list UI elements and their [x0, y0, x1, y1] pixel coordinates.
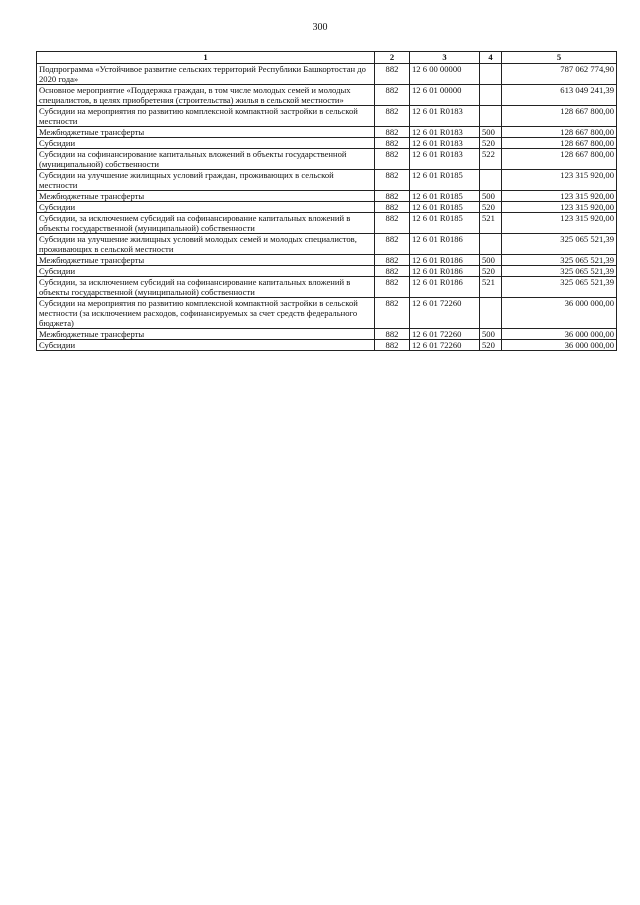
budget-table: [36, 51, 617, 351]
table-row: [37, 255, 617, 266]
row-name-cell: Субсидии: [37, 202, 375, 213]
row-name-cell: Подпрограмма «Устойчивое развитие сельских территорий Республики Башкортостан до 2020 года»: [37, 64, 375, 85]
row-name-cell: Субсидии на софинансирование капитальных вложений в объекты государственной (муниципальной) собственности: [37, 149, 375, 170]
row-amount-cell: 36 000 000,00: [502, 329, 617, 340]
row-dept-cell: 882: [375, 138, 410, 149]
row-type-cell: [480, 170, 502, 191]
table-row: [37, 298, 617, 329]
row-name-cell: Субсидии на улучшение жилищных условий граждан, проживающих в сельской местности: [37, 170, 375, 191]
row-dept-cell: 882: [375, 170, 410, 191]
column-header-4: 4: [480, 52, 502, 64]
row-amount-cell: 325 065 521,39: [502, 255, 617, 266]
table-body: [37, 64, 617, 351]
row-code-cell: 12 6 01 R0183: [410, 127, 480, 138]
row-code-cell: 12 6 01 R0186: [410, 266, 480, 277]
table-row: [37, 170, 617, 191]
row-name-cell: Межбюджетные трансферты: [37, 191, 375, 202]
table-row: [37, 234, 617, 255]
row-name-cell: Субсидии: [37, 266, 375, 277]
row-dept-cell: 882: [375, 85, 410, 106]
row-code-cell: 12 6 01 72260: [410, 340, 480, 351]
row-code-cell: 12 6 01 72260: [410, 329, 480, 340]
row-type-cell: [480, 64, 502, 85]
row-name-cell: Субсидии на мероприятия по развитию комплексной компактной застройки в сельской местности: [37, 106, 375, 127]
row-code-cell: 12 6 01 R0183: [410, 106, 480, 127]
column-header-2: 2: [375, 52, 410, 64]
row-amount-cell: 325 065 521,39: [502, 234, 617, 255]
row-amount-cell: 123 315 920,00: [502, 191, 617, 202]
row-dept-cell: 882: [375, 234, 410, 255]
row-name-cell: Межбюджетные трансферты: [37, 255, 375, 266]
row-name-cell: Субсидии: [37, 138, 375, 149]
row-amount-cell: 36 000 000,00: [502, 298, 617, 329]
row-amount-cell: 325 065 521,39: [502, 277, 617, 298]
row-dept-cell: 882: [375, 329, 410, 340]
row-dept-cell: 882: [375, 149, 410, 170]
row-name-cell: Субсидии: [37, 340, 375, 351]
row-type-cell: 500: [480, 329, 502, 340]
table-row: [37, 213, 617, 234]
row-name-cell: Основное мероприятие «Поддержка граждан, в том числе молодых семей и молодых специалистов, в целях приобретения (строительства) жилья в сельской местности»: [37, 85, 375, 106]
row-name-cell: Субсидии, за исключением субсидий на софинансирование капитальных вложений в объекты государственной (муниципальной) собственности: [37, 213, 375, 234]
table-row: [37, 85, 617, 106]
row-type-cell: [480, 234, 502, 255]
row-amount-cell: 128 667 800,00: [502, 127, 617, 138]
table-row: [37, 329, 617, 340]
row-code-cell: 12 6 01 R0186: [410, 255, 480, 266]
header-row: [37, 52, 617, 64]
row-dept-cell: 882: [375, 298, 410, 329]
row-name-cell: Субсидии, за исключением субсидий на софинансирование капитальных вложений в объекты государственной (муниципальной) собственности: [37, 277, 375, 298]
row-name-cell: Межбюджетные трансферты: [37, 329, 375, 340]
table-row: [37, 266, 617, 277]
row-amount-cell: 123 315 920,00: [502, 202, 617, 213]
row-type-cell: [480, 298, 502, 329]
table-row: [37, 202, 617, 213]
row-dept-cell: 882: [375, 106, 410, 127]
row-dept-cell: 882: [375, 277, 410, 298]
row-dept-cell: 882: [375, 255, 410, 266]
row-dept-cell: 882: [375, 340, 410, 351]
row-code-cell: 12 6 00 00000: [410, 64, 480, 85]
row-type-cell: 500: [480, 127, 502, 138]
row-dept-cell: 882: [375, 213, 410, 234]
row-dept-cell: 882: [375, 127, 410, 138]
row-code-cell: 12 6 01 72260: [410, 298, 480, 329]
row-dept-cell: 882: [375, 191, 410, 202]
row-amount-cell: 613 049 241,39: [502, 85, 617, 106]
table-row: [37, 127, 617, 138]
row-code-cell: 12 6 01 R0185: [410, 191, 480, 202]
table-row: [37, 277, 617, 298]
row-type-cell: [480, 85, 502, 106]
row-amount-cell: 128 667 800,00: [502, 149, 617, 170]
row-code-cell: 12 6 01 R0186: [410, 277, 480, 298]
row-dept-cell: 882: [375, 202, 410, 213]
row-type-cell: 521: [480, 213, 502, 234]
row-dept-cell: 882: [375, 266, 410, 277]
row-amount-cell: 787 062 774,90: [502, 64, 617, 85]
column-header-5: 5: [502, 52, 617, 64]
row-type-cell: 522: [480, 149, 502, 170]
row-amount-cell: 325 065 521,39: [502, 266, 617, 277]
column-header-1: 1: [37, 52, 375, 64]
row-type-cell: 521: [480, 277, 502, 298]
table-row: [37, 138, 617, 149]
row-name-cell: Межбюджетные трансферты: [37, 127, 375, 138]
row-name-cell: Субсидии на мероприятия по развитию комплексной компактной застройки в сельской местности (за исключением расходов, софинансируемых за счет средств федерального бюджета): [37, 298, 375, 329]
row-code-cell: 12 6 01 00000: [410, 85, 480, 106]
row-type-cell: 520: [480, 340, 502, 351]
row-amount-cell: 128 667 800,00: [502, 138, 617, 149]
page-number: 300: [312, 22, 328, 33]
row-type-cell: 500: [480, 191, 502, 202]
row-type-cell: [480, 106, 502, 127]
table-row: [37, 106, 617, 127]
table-row: [37, 191, 617, 202]
row-amount-cell: 36 000 000,00: [502, 340, 617, 351]
row-type-cell: 520: [480, 138, 502, 149]
row-amount-cell: 128 667 800,00: [502, 106, 617, 127]
table-row: [37, 64, 617, 85]
row-code-cell: 12 6 01 R0185: [410, 202, 480, 213]
row-amount-cell: 123 315 920,00: [502, 213, 617, 234]
table-row: [37, 149, 617, 170]
row-name-cell: Субсидии на улучшение жилищных условий молодых семей и молодых специалистов, проживающих в сельской местности: [37, 234, 375, 255]
table-row: [37, 340, 617, 351]
row-type-cell: 500: [480, 255, 502, 266]
row-code-cell: 12 6 01 R0183: [410, 149, 480, 170]
row-type-cell: 520: [480, 266, 502, 277]
column-header-3: 3: [410, 52, 480, 64]
row-code-cell: 12 6 01 R0183: [410, 138, 480, 149]
row-code-cell: 12 6 01 R0185: [410, 170, 480, 191]
row-code-cell: 12 6 01 R0185: [410, 213, 480, 234]
row-dept-cell: 882: [375, 64, 410, 85]
row-code-cell: 12 6 01 R0186: [410, 234, 480, 255]
row-type-cell: 520: [480, 202, 502, 213]
row-amount-cell: 123 315 920,00: [502, 170, 617, 191]
